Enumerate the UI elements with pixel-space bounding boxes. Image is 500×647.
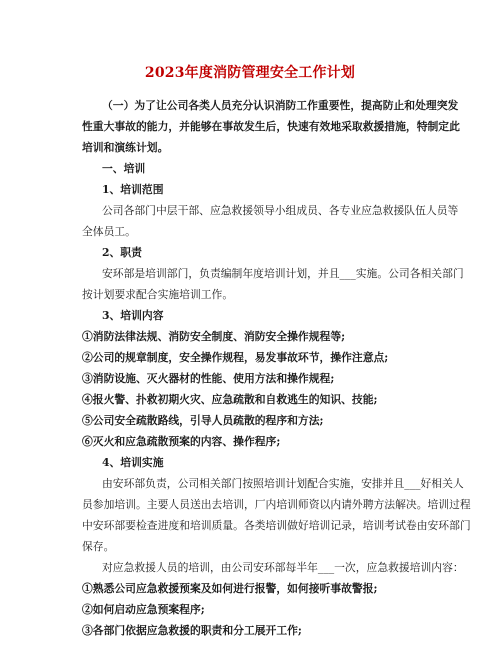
list-item: ⑤公司安全疏散路线，引导人员疏散的程序和方法; xyxy=(82,414,324,427)
intro-line: （一）为了让公司各类人员充分认识消防工作重要性，提高防止和处理突发 xyxy=(102,99,459,112)
body-line: 按计划要求配合实施培训工作。 xyxy=(82,288,234,301)
list-item: ④报火警、扑救初期火灾、应急疏散和自救逃生的知识、技能; xyxy=(82,393,378,406)
list-item: ①熟悉公司应急救援预案及如何进行报警，如何接听事故警报; xyxy=(82,582,378,595)
intro-line: 性重大事故的能力，并能够在事故发生后，快速有效地采取救援措施，特制定此 xyxy=(82,120,460,133)
emergency-training-list xyxy=(82,578,432,641)
list-item: ②如何启动应急预案程序; xyxy=(82,603,205,616)
subheading-training-content: 3、培训内容 xyxy=(102,309,164,322)
intro-line: 培训和演练计划。 xyxy=(82,141,169,154)
responsibilities-body xyxy=(82,263,464,305)
subheading-training-implementation: 4、培训实施 xyxy=(102,456,164,469)
body-line: 保存。 xyxy=(82,540,115,553)
list-item: ③各部门依据应急救援的职责和分工展开工作; xyxy=(82,624,302,637)
body-line: 全体员工。 xyxy=(82,225,136,238)
training-implementation-body xyxy=(82,473,471,557)
subheading-training-scope: 1、培训范围 xyxy=(102,183,164,196)
list-item: ②公司的规章制度，安全操作规程，易发事故环节，操作注意点; xyxy=(82,351,389,364)
body-line: 由安环部负责，公司相关部门按照培训计划配合实施，安排并且___好相关人 xyxy=(102,477,464,490)
subheading-responsibilities: 2、职责 xyxy=(102,246,142,259)
body-line: 中安环部要检查进度和培训质量。各类培训做好培训记录，培训考试卷由安环部门 xyxy=(82,519,471,532)
training-content-list xyxy=(82,326,432,452)
intro-paragraph xyxy=(82,95,460,158)
section-heading-training: 一、培训 xyxy=(102,162,146,175)
emergency-training-intro: 对应急救援人员的培训，由公司安环部每半年___一次，应急救援培训内容： xyxy=(102,561,464,574)
document-title: 2023年度消防管理安全工作计划 xyxy=(144,65,356,81)
list-item: ⑥灭火和应急疏散预案的内容、操作程序; xyxy=(82,435,281,448)
body-line: 员参加培训。主要人员送出去培训，厂内培训师资以内请外聘方法解决。培训过程 xyxy=(82,498,471,511)
body-line: 安环部是培训部门，负责编制年度培训计划，并且___实施。公司各相关部门 xyxy=(102,267,464,280)
list-item: ③消防设施、灭火器材的性能、使用方法和操作规程; xyxy=(82,372,335,385)
list-item: ①消防法律法规、消防安全制度、消防安全操作规程等; xyxy=(82,330,346,343)
body-line: 公司各部门中层干部、应急救援领导小组成员、各专业应急救援队伍人员等 xyxy=(102,204,459,217)
training-scope-body xyxy=(82,200,459,242)
